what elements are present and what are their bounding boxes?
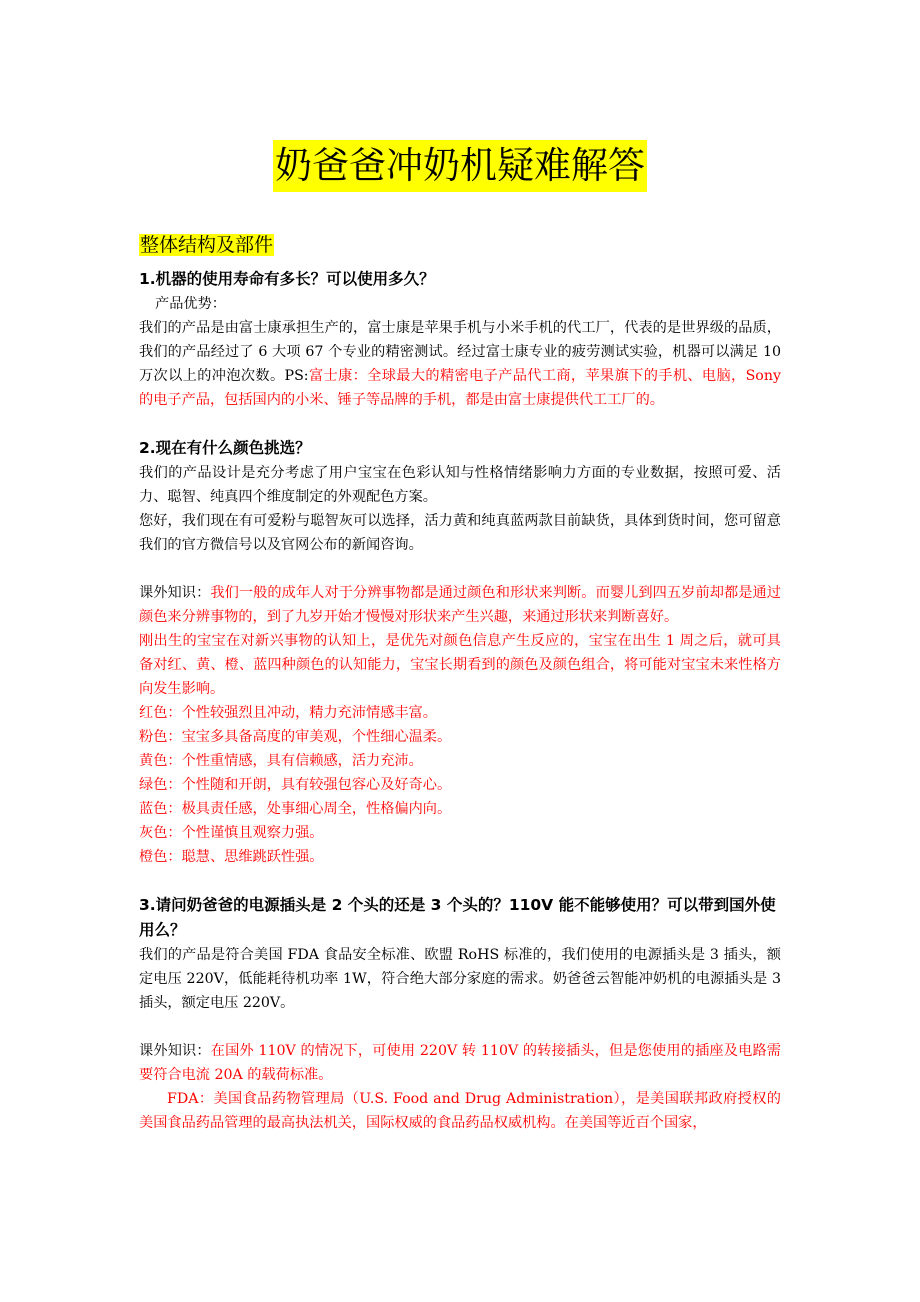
q3-fda-note: FDA：美国食品药物管理局（U.S. Food and Drug Administration），是美国联邦政府授权的美国食品药品管理的最高执法机关，国际权威的食品药品权威机构。在美国等近百个国家， xyxy=(139,1091,781,1131)
q3-extra xyxy=(139,1039,781,1087)
q2-paragraph-1: 我们的产品设计是充分考虑了用户宝宝在色彩认知与性格情绪影响力方面的专业数据，按照可爱、活力、聪智、纯真四个维度制定的外观配色方案。 xyxy=(139,465,781,505)
spacer xyxy=(139,412,781,436)
q1-label: 产品优势： xyxy=(155,296,226,312)
q1-ps-note: 富士康：全球最大的精密电子产品代工商，苹果旗下的手机、电脑，Sony 的电子产品，包括国内的小米、锤子等品牌的手机，都是由富士康提供代工工厂的。 xyxy=(139,368,781,408)
color-item-orange: 橙色：聪慧、思维跳跃性强。 xyxy=(139,849,324,865)
q1-body xyxy=(139,316,781,412)
q2-extra-text: 我们一般的成年人对于分辨事物都是通过颜色和形状来判断。而婴儿到四五岁前却都是通过颜色来分辨事物的，到了九岁开始才慢慢对形状来产生兴趣，来通过形状来判断喜好。 xyxy=(139,585,781,625)
q3-body: 我们的产品是符合美国 FDA 食品安全标准、欧盟 RoHS 标准的，我们使用的电源插头是 3 插头，额定电压 220V，低能耗待机功率 1W，符合绝大部分家庭的需求。奶爸爸云智能冲奶机的电源插头是 3 插头，额定电压 220V。 xyxy=(139,947,781,1011)
q1-body-text: 我们的产品是由富士康承担生产的，富士康是苹果手机与小米手机的代工厂，代表的是世界级的品质，我们的产品经过了 6 大项 67 个专业的精密测试。经过富士康专业的疲劳测试实验，机器可以满足 10 万次以上的冲泡次数。PS: xyxy=(139,320,781,384)
q3-heading: 3.请问奶爸爸的电源插头是 2 个头的还是 3 个头的？110V 能不能够使用？可以带到国外使用么？ xyxy=(139,896,776,939)
title-wrap xyxy=(0,140,920,192)
q3-extra-label: 课外知识： xyxy=(139,1043,211,1059)
body-flow xyxy=(139,267,781,1135)
q1-heading: 1.机器的使用寿命有多长？可以使用多久？ xyxy=(139,270,435,288)
spacer xyxy=(139,557,781,581)
q2-paragraph-2: 您好，我们现在有可爱粉与聪智灰可以选择，活力黄和纯真蓝两款目前缺货，具体到货时间，您可留意我们的官方微信号以及官网公布的新闻咨询。 xyxy=(139,513,781,553)
color-item-green: 绿色：个性随和开朗，具有较强包容心及好奇心。 xyxy=(139,777,452,793)
color-item-gray: 灰色：个性谨慎且观察力强。 xyxy=(139,825,324,841)
spacer xyxy=(139,869,781,893)
color-item-blue: 蓝色：极具责任感，处事细心周全，性格偏内向。 xyxy=(139,801,452,817)
color-item-pink: 粉色：宝宝多具备高度的审美观，个性细心温柔。 xyxy=(139,729,452,745)
color-item-red: 红色：个性较强烈且冲动，精力充沛情感丰富。 xyxy=(139,705,437,721)
section-heading-text: 整体结构及部件 xyxy=(140,234,274,256)
q2-heading: 2.现在有什么颜色挑选？ xyxy=(139,439,311,457)
spacer xyxy=(139,1015,781,1039)
q2-extra-label: 课外知识： xyxy=(139,585,211,601)
section-heading xyxy=(139,228,274,262)
q2-extra-paragraph-2: 刚出生的宝宝在对新兴事物的认知上，是优先对颜色信息产生反应的，宝宝在出生 1 周之后，就可具备对红、黄、橙、蓝四种颜色的认知能力，宝宝长期看到的颜色及颜色组合，将可能对宝宝未来性格方向发生影响。 xyxy=(139,633,781,697)
color-item-yellow: 黄色：个性重情感，具有信赖感，活力充沛。 xyxy=(139,753,423,769)
q2-extra xyxy=(139,581,781,629)
page-title: 奶爸爸冲奶机疑难解答 xyxy=(273,140,647,192)
q3-extra-text: 在国外 110V 的情况下，可使用 220V 转 110V 的转接插头，但是您使用的插座及电路需要符合电流 20A 的载荷标准。 xyxy=(139,1043,781,1083)
